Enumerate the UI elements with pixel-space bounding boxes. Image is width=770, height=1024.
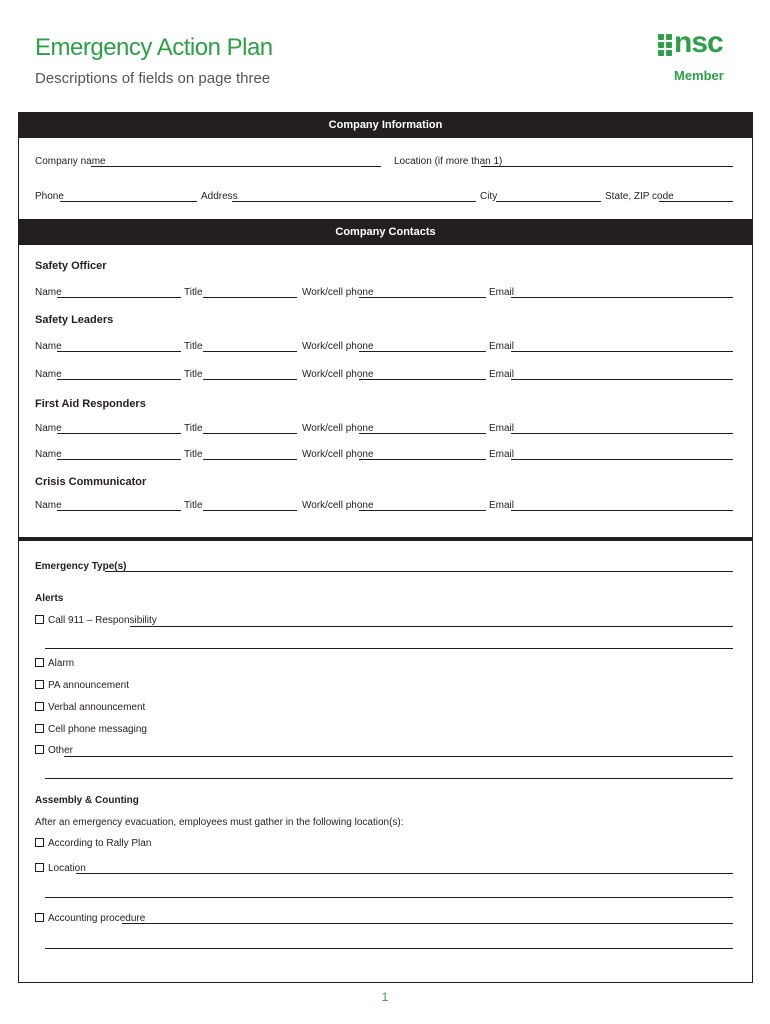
contact-phone-field[interactable] xyxy=(359,351,486,352)
contact-name-field[interactable] xyxy=(57,510,181,511)
assembly-location-label: Location xyxy=(48,863,86,874)
contact-phone-field[interactable] xyxy=(359,297,486,298)
other-label: Other xyxy=(48,745,74,756)
contact-title-field[interactable] xyxy=(203,510,297,511)
contact-phone-label: Work/cell phone xyxy=(302,341,374,352)
company-information-bar: Company Information xyxy=(18,112,753,138)
contact-phone-label: Work/cell phone xyxy=(302,423,374,434)
contact-email-label: Email xyxy=(489,500,515,511)
assembly-heading: Assembly & Counting xyxy=(35,795,139,806)
contact-name-field[interactable] xyxy=(57,297,181,298)
call911-label: Call 911 – Responsibility xyxy=(48,615,157,626)
phone-field[interactable] xyxy=(60,201,197,202)
contact-name-field[interactable] xyxy=(57,379,181,380)
address-field[interactable] xyxy=(232,201,476,202)
contact-email-field[interactable] xyxy=(511,459,733,460)
contact-email-label: Email xyxy=(489,341,515,352)
contact-title-label: Title xyxy=(184,369,203,380)
accounting-field[interactable] xyxy=(122,923,733,924)
address-label: Address xyxy=(201,191,238,202)
verbal-option[interactable] xyxy=(35,702,145,713)
alarm-label: Alarm xyxy=(48,658,75,669)
accounting-checkbox[interactable] xyxy=(35,913,44,922)
contact-phone-field[interactable] xyxy=(359,510,486,511)
contact-title-field[interactable] xyxy=(203,297,297,298)
state-zip-field[interactable] xyxy=(659,201,733,202)
logo-word: nsc xyxy=(674,26,723,59)
contact-phone-field[interactable] xyxy=(359,379,486,380)
contact-title-label: Title xyxy=(184,287,203,298)
contact-name-label: Name xyxy=(35,287,62,298)
contact-phone-label: Work/cell phone xyxy=(302,449,374,460)
contact-title-label: Title xyxy=(184,423,203,434)
call911-field-line2[interactable] xyxy=(45,648,733,649)
contact-title-label: Title xyxy=(184,449,203,460)
assembly-description: After an emergency evacuation, employees must gather in the following location(s): xyxy=(35,817,404,828)
contact-email-label: Email xyxy=(489,287,515,298)
city-label: City xyxy=(480,191,498,202)
call911-checkbox[interactable] xyxy=(35,615,44,624)
contact-name-field[interactable] xyxy=(57,433,181,434)
contact-phone-label: Work/cell phone xyxy=(302,369,374,380)
rally-checkbox[interactable] xyxy=(35,838,44,847)
emergency-types-label: Emergency Type(s) xyxy=(35,561,127,572)
other-field-line2[interactable] xyxy=(45,778,733,779)
contact-email-field[interactable] xyxy=(511,510,733,511)
contact-phone-field[interactable] xyxy=(359,433,486,434)
page-number: 1 xyxy=(381,990,389,1004)
contact-email-field[interactable] xyxy=(511,433,733,434)
call911-option[interactable] xyxy=(35,615,157,626)
contact-name-field[interactable] xyxy=(57,459,181,460)
nsc-logo xyxy=(656,26,736,86)
city-field[interactable] xyxy=(496,201,601,202)
assembly-location-field-line2[interactable] xyxy=(45,897,733,898)
alarm-checkbox[interactable] xyxy=(35,658,44,667)
accounting-field-line2[interactable] xyxy=(45,948,733,949)
state-zip-label: State, ZIP code xyxy=(605,191,674,202)
pa-checkbox[interactable] xyxy=(35,680,44,689)
group-crisis-communicator: Crisis Communicator xyxy=(35,476,147,488)
company-name-label: Company name xyxy=(35,156,106,167)
verbal-label: Verbal announcement xyxy=(48,702,146,713)
group-safety-leaders: Safety Leaders xyxy=(35,314,114,326)
contact-phone-label: Work/cell phone xyxy=(302,500,374,511)
contact-phone-field[interactable] xyxy=(359,459,486,460)
contact-email-field[interactable] xyxy=(511,351,733,352)
contact-name-label: Name xyxy=(35,369,62,380)
contact-email-label: Email xyxy=(489,369,515,380)
company-name-field[interactable] xyxy=(91,166,381,167)
rally-label: According to Rally Plan xyxy=(48,838,152,849)
page-title: Emergency Action Plan xyxy=(35,34,273,61)
assembly-location-field[interactable] xyxy=(76,873,733,874)
location-field[interactable] xyxy=(481,166,733,167)
group-first-aid-responders: First Aid Responders xyxy=(35,398,146,410)
accounting-label: Accounting procedure xyxy=(48,913,146,924)
logo-member: Member xyxy=(674,68,724,83)
contact-title-label: Title xyxy=(184,500,203,511)
company-contacts-bar: Company Contacts xyxy=(18,219,753,245)
contact-phone-label: Work/cell phone xyxy=(302,287,374,298)
cell-label: Cell phone messaging xyxy=(48,724,147,735)
phone-label: Phone xyxy=(35,191,64,202)
contact-title-field[interactable] xyxy=(203,459,297,460)
page-subtitle: Descriptions of fields on page three xyxy=(35,70,271,87)
verbal-checkbox[interactable] xyxy=(35,702,44,711)
other-field[interactable] xyxy=(64,756,733,757)
contact-name-label: Name xyxy=(35,423,62,434)
contact-title-field[interactable] xyxy=(203,351,297,352)
cell-checkbox[interactable] xyxy=(35,724,44,733)
contact-email-field[interactable] xyxy=(511,379,733,380)
contact-name-label: Name xyxy=(35,449,62,460)
contact-name-field[interactable] xyxy=(57,351,181,352)
contact-name-label: Name xyxy=(35,341,62,352)
pa-option[interactable] xyxy=(35,680,129,691)
contact-title-field[interactable] xyxy=(203,433,297,434)
contact-title-label: Title xyxy=(184,341,203,352)
alarm-option[interactable] xyxy=(35,658,74,669)
contact-email-field[interactable] xyxy=(511,297,733,298)
pa-label: PA announcement xyxy=(48,680,129,691)
emergency-types-field[interactable] xyxy=(105,571,733,572)
other-option[interactable] xyxy=(35,745,73,756)
emergency-top-rule xyxy=(18,537,753,541)
rally-option[interactable] xyxy=(35,838,151,849)
contact-email-label: Email xyxy=(489,423,515,434)
contact-title-field[interactable] xyxy=(203,379,297,380)
contact-email-label: Email xyxy=(489,449,515,460)
group-safety-officer: Safety Officer xyxy=(35,260,107,272)
other-checkbox[interactable] xyxy=(35,745,44,754)
call911-field[interactable] xyxy=(130,626,733,627)
location-label: Location (if more than 1) xyxy=(394,156,503,167)
nsc-cross-icon xyxy=(658,34,674,58)
cell-option[interactable] xyxy=(35,724,147,735)
contact-name-label: Name xyxy=(35,500,62,511)
alerts-heading: Alerts xyxy=(35,593,64,604)
location-checkbox[interactable] xyxy=(35,863,44,872)
